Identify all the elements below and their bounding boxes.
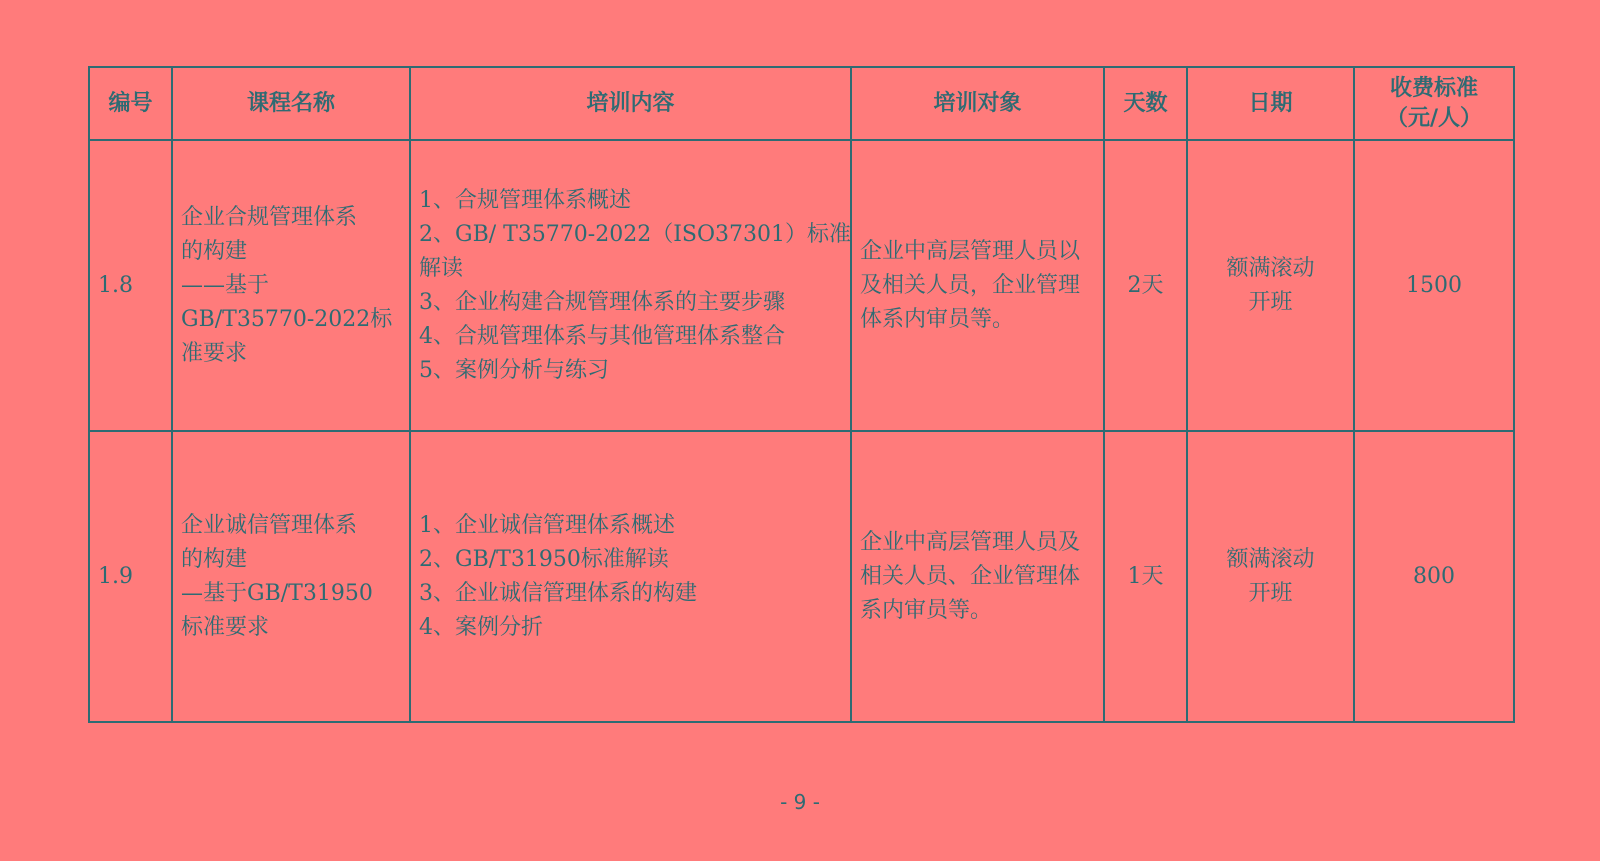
cell-fee: 1500: [1354, 140, 1514, 431]
table-row: [89, 431, 1514, 722]
header-fee-line2: （元/人）: [1385, 105, 1483, 131]
course-name-line: GB/T35770-2022标: [181, 306, 393, 332]
content-line: 2、GB/ T35770-2022（ISO37301）标准: [419, 221, 852, 247]
content-line: 5、案例分析与练习: [419, 357, 609, 383]
content-line: 2、GB/T31950标准解读: [419, 546, 669, 572]
date-line: 开班: [1248, 580, 1293, 606]
date-line: 额满滚动: [1226, 546, 1315, 572]
header-content: 培训内容: [410, 67, 851, 140]
content-line: 1、合规管理体系概述: [419, 187, 631, 213]
header-course-name: 课程名称: [172, 67, 410, 140]
cell-audience: [851, 140, 1104, 431]
cell-course-name: [172, 140, 410, 431]
cell-content: [410, 140, 851, 431]
page-number: - 9 -: [780, 790, 820, 814]
content-line: 4、案例分折: [419, 614, 543, 640]
header-date: 日期: [1187, 67, 1354, 140]
cell-course-name: [172, 431, 410, 722]
content-line: 1、企业诚信管理体系概述: [419, 512, 675, 538]
date-line: 额满滚动: [1226, 255, 1315, 281]
table-header-row: [89, 67, 1514, 140]
course-name-line: 的构建: [181, 546, 248, 572]
header-days: 天数: [1104, 67, 1187, 140]
course-table: [88, 66, 1515, 723]
header-audience: 培训对象: [851, 67, 1104, 140]
cell-date: [1187, 140, 1354, 431]
course-name-line: 的构建: [181, 238, 248, 264]
audience-text: 企业中高层管理人员及相关人员、企业管理体系内审员等。: [860, 529, 1081, 623]
audience-text: 企业中高层管理人员以及相关人员，企业管理体系内审员等。: [860, 238, 1081, 332]
content-line: 解读: [419, 255, 464, 281]
course-name-line: —基于GB/T31950: [181, 580, 373, 606]
course-name-line: 企业诚信管理体系: [181, 512, 358, 538]
cell-number: 1.9: [89, 431, 172, 722]
date-line: 开班: [1248, 289, 1293, 315]
cell-content: [410, 431, 851, 722]
content-line: 4、合规管理体系与其他管理体系整合: [419, 323, 785, 349]
cell-audience: [851, 431, 1104, 722]
course-name-line: 准要求: [181, 340, 248, 366]
course-name-line: ——基于: [181, 272, 270, 298]
cell-days: 1天: [1104, 431, 1187, 722]
content-line: 3、企业诚信管理体系的构建: [419, 580, 697, 606]
cell-number: 1.8: [89, 140, 172, 431]
cell-days: 2天: [1104, 140, 1187, 431]
course-name-line: 企业合规管理体系: [181, 204, 358, 230]
header-number: 编号: [89, 67, 172, 140]
header-fee: [1354, 67, 1514, 140]
cell-date: [1187, 431, 1354, 722]
table-row: [89, 140, 1514, 431]
cell-fee: 800: [1354, 431, 1514, 722]
course-name-line: 标准要求: [181, 614, 270, 640]
header-fee-line1: 收费标准: [1389, 75, 1478, 101]
content-line: 3、企业构建合规管理体系的主要步骤: [419, 289, 785, 315]
